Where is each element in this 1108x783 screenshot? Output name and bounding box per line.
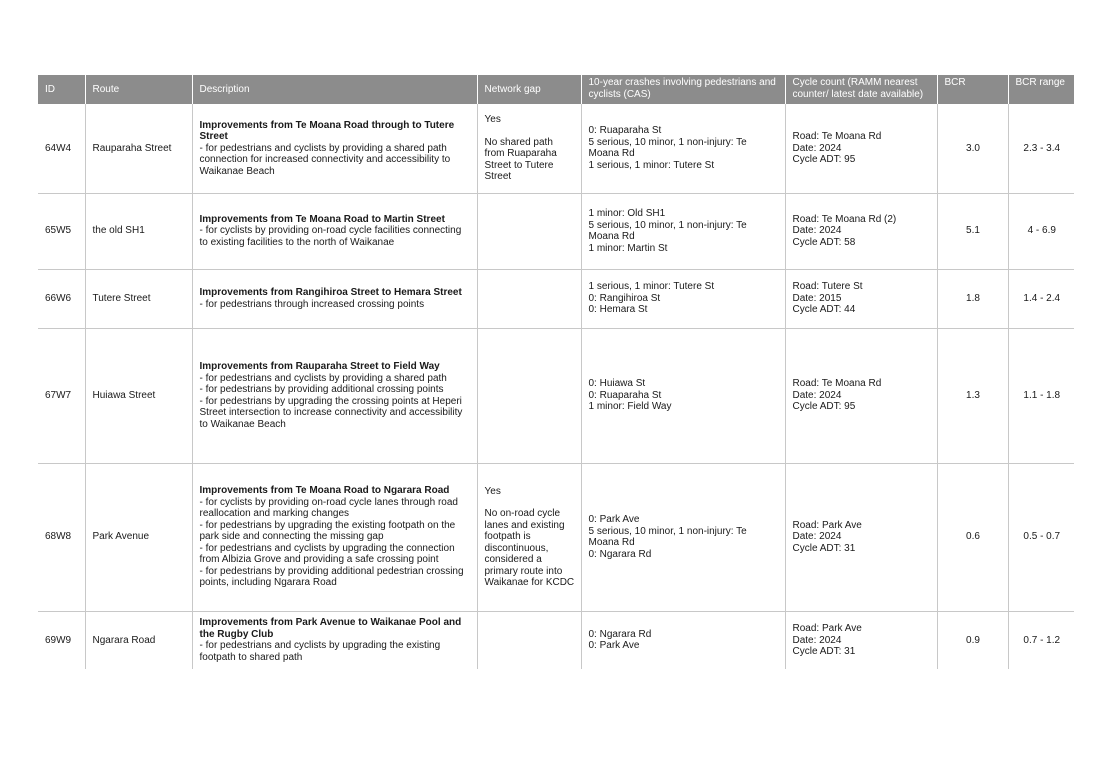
crash-line: 5 serious, 10 minor, 1 non-injury: Te Moana Rd bbox=[588, 219, 747, 242]
cell-route: Park Avenue bbox=[85, 463, 192, 611]
crash-line: 0: Ngarara Rd bbox=[588, 548, 652, 560]
description-line: - for pedestrians by providing additional pedestrian crossing points, including Ngarara Road bbox=[199, 565, 464, 589]
crash-line: 0: Huiawa St bbox=[588, 378, 646, 390]
crash-line: 0: Ruaparaha St bbox=[588, 125, 662, 137]
cycle-count-line: Road: Park Ave bbox=[792, 519, 862, 531]
cell-bcr: 3.0 bbox=[937, 104, 1008, 193]
cycle-count-line: Cycle ADT: 31 bbox=[792, 542, 856, 554]
cell-bcr-range: 1.4 - 2.4 bbox=[1008, 269, 1074, 328]
description-title: Improvements from Te Moana Road to Martin Street bbox=[199, 213, 445, 225]
cycle-count-line: Date: 2024 bbox=[792, 142, 842, 154]
cell-network-gap bbox=[477, 269, 581, 328]
cell-bcr: 5.1 bbox=[937, 193, 1008, 269]
table-row bbox=[38, 611, 1074, 669]
table-row bbox=[38, 193, 1074, 269]
crash-line: 5 serious, 10 minor, 1 non-injury: Te Moana Rd bbox=[588, 525, 747, 548]
cell-description bbox=[192, 193, 477, 269]
cycle-count-line: Road: Tutere St bbox=[792, 281, 863, 293]
table-row bbox=[38, 269, 1074, 328]
cell-network-gap bbox=[477, 104, 581, 193]
cell-network-gap bbox=[477, 611, 581, 669]
description-title: Improvements from Park Avenue to Waikanae Pool and the Rugby Club bbox=[199, 617, 462, 640]
cycle-count-line: Date: 2024 bbox=[792, 531, 842, 543]
description-line: - for pedestrians by upgrading the existing footpath on the park side and connecting the missing gap bbox=[199, 519, 456, 543]
cell-id: 68W8 bbox=[38, 463, 85, 611]
description-title: Improvements from Te Moana Road to Ngarara Road bbox=[199, 485, 450, 497]
cycle-count-line: Cycle ADT: 44 bbox=[792, 304, 856, 316]
cell-id: 65W5 bbox=[38, 193, 85, 269]
crash-line: 0: Hemara St bbox=[588, 304, 648, 316]
cell-description bbox=[192, 269, 477, 328]
cell-cycle-count bbox=[785, 463, 937, 611]
crash-line: 0: Rangihiroa St bbox=[588, 292, 661, 304]
cell-description bbox=[192, 463, 477, 611]
cell-bcr-range: 2.3 - 3.4 bbox=[1008, 104, 1074, 193]
cell-bcr: 1.3 bbox=[937, 328, 1008, 463]
crash-line: 1 serious, 1 minor: Tutere St bbox=[588, 159, 715, 171]
route-improvements-table bbox=[38, 75, 1074, 669]
cycle-count-line: Date: 2024 bbox=[792, 389, 842, 401]
cell-id: 64W4 bbox=[38, 104, 85, 193]
cycle-count-line: Road: Park Ave bbox=[792, 623, 862, 634]
cycle-count-line: Cycle ADT: 58 bbox=[792, 236, 856, 248]
network-gap-flag: Yes bbox=[484, 114, 501, 125]
description-title: Improvements from Rangihiroa Street to Hemara Street bbox=[199, 287, 462, 298]
header-crashes: 10-year crashes involving pedestrians and cyclists (CAS) bbox=[581, 75, 785, 104]
crash-line: 1 serious, 1 minor: Tutere St bbox=[588, 281, 715, 293]
cell-bcr-range: 1.1 - 1.8 bbox=[1008, 328, 1074, 463]
description-line: - for pedestrians and cyclists by providing a shared path connection for increased connectivity and accessibility to Waikanae Beach bbox=[199, 142, 451, 177]
crash-line: 0: Park Ave bbox=[588, 640, 640, 652]
description-line: - for pedestrians by providing additional crossing points bbox=[199, 384, 444, 395]
cycle-count-line: Road: Te Moana Rd bbox=[792, 378, 882, 390]
cell-crashes bbox=[581, 611, 785, 669]
cycle-count-line: Cycle ADT: 31 bbox=[792, 646, 856, 657]
cell-bcr: 0.6 bbox=[937, 463, 1008, 611]
description-line: - for pedestrians by upgrading the crossing points at Heperi Street intersection to increase connectivity and accessibility to Waikanae Beach bbox=[199, 395, 463, 430]
crash-line: 1 minor: Field Way bbox=[588, 401, 672, 413]
cell-cycle-count bbox=[785, 269, 937, 328]
header-bcr-range: BCR range bbox=[1008, 75, 1074, 104]
description-line: - for cyclists by providing on-road cycle facilities connecting to existing facilities to the north of Waikanae bbox=[199, 225, 462, 248]
crash-line: 1 minor: Martin St bbox=[588, 242, 668, 254]
cell-cycle-count bbox=[785, 104, 937, 193]
cycle-count-line: Cycle ADT: 95 bbox=[792, 154, 856, 165]
cell-network-gap bbox=[477, 328, 581, 463]
cell-route: Tutere Street bbox=[85, 269, 192, 328]
header-row bbox=[38, 75, 1074, 104]
table-body bbox=[38, 104, 1074, 669]
cell-id: 69W9 bbox=[38, 611, 85, 669]
cell-bcr: 1.8 bbox=[937, 269, 1008, 328]
crash-line: 0: Ruaparaha St bbox=[588, 389, 662, 401]
crash-line: 0: Ngarara Rd bbox=[588, 628, 652, 640]
cell-network-gap bbox=[477, 193, 581, 269]
header-route: Route bbox=[85, 75, 192, 104]
network-gap-text: No on-road cycle lanes and existing footpath is discontinuous, considered a primary route into Waikanae for KCDC bbox=[484, 508, 575, 588]
header-id: ID bbox=[38, 75, 85, 104]
cell-route: Huiawa Street bbox=[85, 328, 192, 463]
header-cycle-count: Cycle count (RAMM nearest counter/ latest date available) bbox=[785, 75, 937, 104]
cycle-count-line: Date: 2015 bbox=[792, 292, 842, 304]
cycle-count-line: Road: Te Moana Rd (2) bbox=[792, 213, 897, 225]
cycle-count-line: Date: 2024 bbox=[792, 225, 842, 237]
cell-id: 67W7 bbox=[38, 328, 85, 463]
description-title: Improvements from Te Moana Road through to Tutere Street bbox=[199, 119, 455, 142]
header-network-gap: Network gap bbox=[477, 75, 581, 104]
description-line: - for pedestrians and cyclists by upgrading the connection from Albizia Grove and providing a safe crossing point bbox=[199, 542, 455, 566]
cell-bcr-range: 0.5 - 0.7 bbox=[1008, 463, 1074, 611]
description-title: Improvements from Rauparaha Street to Field Way bbox=[199, 361, 440, 372]
cell-bcr-range: 4 - 6.9 bbox=[1008, 193, 1074, 269]
cell-description bbox=[192, 104, 477, 193]
crash-line: 1 minor: Old SH1 bbox=[588, 208, 666, 219]
cycle-count-line: Road: Te Moana Rd bbox=[792, 131, 882, 142]
table-row bbox=[38, 463, 1074, 611]
cell-cycle-count bbox=[785, 193, 937, 269]
description-line: - for cyclists by providing on-road cycle lanes through road reallocation and marking changes bbox=[199, 496, 458, 520]
cell-crashes bbox=[581, 193, 785, 269]
cell-crashes bbox=[581, 463, 785, 611]
description-line: - for pedestrians and cyclists by upgrading the existing footpath to shared path bbox=[199, 640, 441, 663]
cell-bcr: 0.9 bbox=[937, 611, 1008, 669]
header-description: Description bbox=[192, 75, 477, 104]
table-row bbox=[38, 328, 1074, 463]
cell-route: the old SH1 bbox=[85, 193, 192, 269]
network-gap-text: No shared path from Ruaparaha Street to Tutere Street bbox=[484, 136, 557, 182]
cell-route: Ngarara Road bbox=[85, 611, 192, 669]
cell-crashes bbox=[581, 269, 785, 328]
cell-crashes bbox=[581, 328, 785, 463]
table-row bbox=[38, 104, 1074, 193]
cycle-count-line: Date: 2024 bbox=[792, 634, 842, 646]
cycle-count-line: Cycle ADT: 95 bbox=[792, 401, 856, 413]
cell-network-gap bbox=[477, 463, 581, 611]
cell-route: Rauparaha Street bbox=[85, 104, 192, 193]
cell-cycle-count bbox=[785, 328, 937, 463]
header-bcr: BCR bbox=[937, 75, 1008, 104]
crash-line: 0: Park Ave bbox=[588, 514, 640, 525]
cell-description bbox=[192, 328, 477, 463]
cell-cycle-count bbox=[785, 611, 937, 669]
cell-id: 66W6 bbox=[38, 269, 85, 328]
cell-bcr-range: 0.7 - 1.2 bbox=[1023, 634, 1061, 646]
description-line: - for pedestrians and cyclists by providing a shared path bbox=[199, 372, 447, 384]
description-line: - for pedestrians through increased crossing points bbox=[199, 298, 425, 310]
cell-description bbox=[192, 611, 477, 669]
cell-crashes bbox=[581, 104, 785, 193]
network-gap-flag: Yes bbox=[484, 485, 501, 497]
crash-line: 5 serious, 10 minor, 1 non-injury: Te Moana Rd bbox=[588, 136, 747, 160]
